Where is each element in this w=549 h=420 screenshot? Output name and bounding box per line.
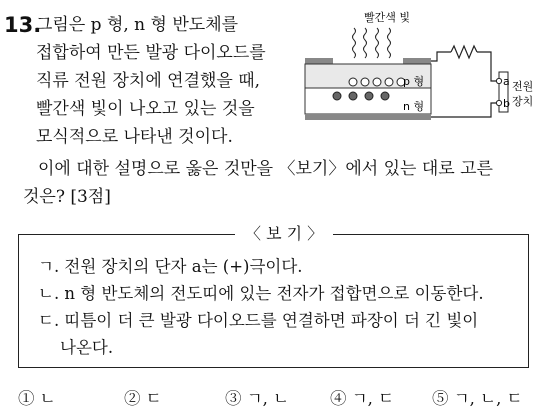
light-wave-icon [353, 28, 391, 58]
light-label: 빨간색 빛 [364, 11, 411, 24]
bottom-electrode [305, 114, 431, 120]
bogi-item: ㄱ. 전원 장치의 단자 a는 (+)극이다. [38, 257, 303, 276]
question-prompt: 이에 대한 설명으로 옳은 것만을 〈보기〉에서 있는 대로 고른 [38, 159, 493, 179]
bogi-item: ㄴ. n 형 반도체의 전도띠에 있는 전자가 접합면으로 이동한다. [38, 284, 484, 303]
terminal-a-icon [496, 78, 501, 83]
question-prompt: 것은? [3점] [23, 187, 111, 207]
bogi-item: 나온다. [60, 338, 114, 357]
bogi-title: 〈 보 기 〉 [235, 224, 333, 244]
question-number: 13. [4, 13, 42, 37]
choice-1[interactable]: ① ㄴ [18, 389, 56, 408]
question-text-line: 모식적으로 나타낸 것이다. [36, 127, 233, 147]
top-electrode [403, 58, 431, 64]
choice-5[interactable]: ⑤ ㄱ, ㄴ, ㄷ [432, 389, 523, 408]
terminal-b-icon [496, 100, 501, 105]
top-electrode [305, 58, 333, 64]
question-text-line: 접합하여 만든 발광 다이오드를 [36, 43, 266, 63]
choice-3[interactable]: ③ ㄱ, ㄴ [225, 389, 290, 408]
question-text-line: 그림은 p 형, n 형 반도체를 [36, 15, 239, 35]
question-text-line: 빨간색 빛이 나오고 있는 것을 [36, 99, 255, 119]
choice-2[interactable]: ② ㄷ [124, 389, 162, 408]
circuit-wires [431, 46, 499, 117]
terminal-a-label: a [503, 75, 510, 88]
led-circuit-diagram [299, 6, 544, 146]
p-type-label: p 형 [403, 75, 425, 88]
power-label: 장치 [512, 95, 534, 108]
terminal-b-label: b [503, 97, 510, 110]
choice-4[interactable]: ④ ㄱ, ㄷ [330, 389, 395, 408]
question-text-line: 직류 전원 장치에 연결했을 때, [36, 71, 261, 91]
power-label: 전원 [512, 80, 534, 93]
n-type-label: n 형 [403, 100, 425, 113]
bogi-item: ㄷ. 띠틈이 더 큰 발광 다이오드를 연결하면 파장이 더 긴 빛이 [38, 311, 479, 330]
